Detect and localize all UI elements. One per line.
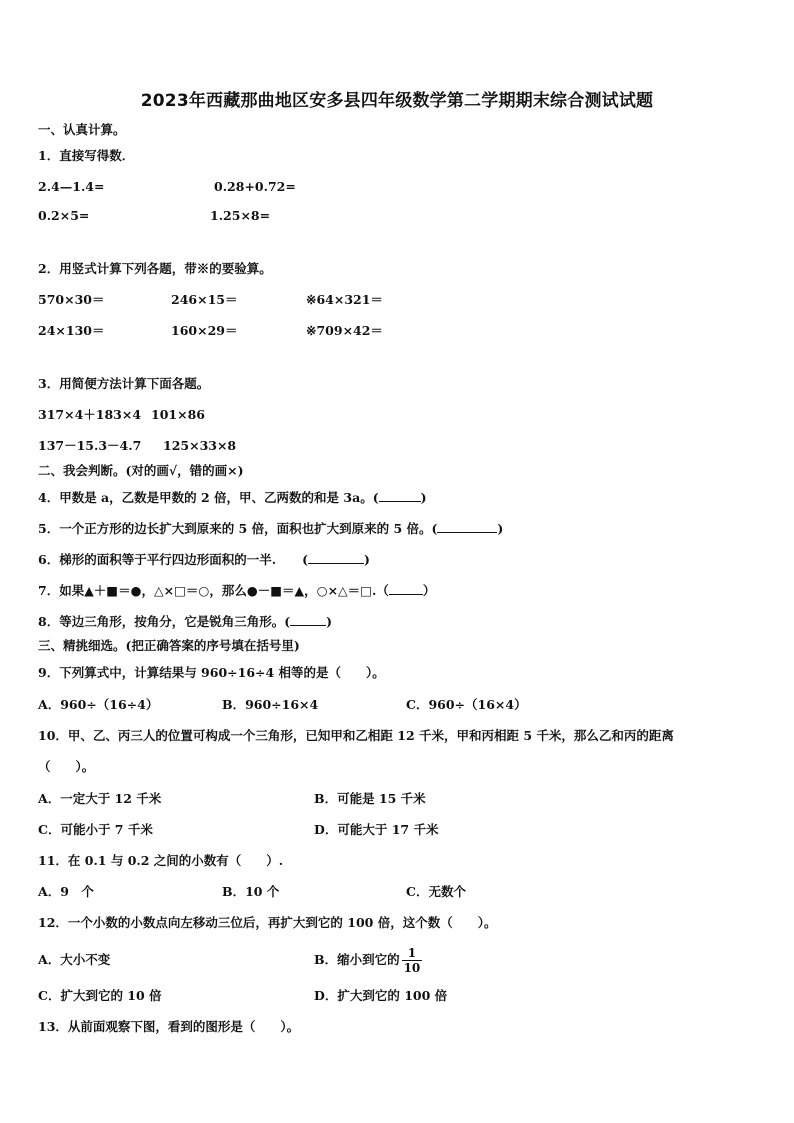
q2-item: 570×30＝ bbox=[38, 292, 105, 307]
q9-option-b: B．960÷16×4 bbox=[222, 697, 319, 712]
q12-option-d: D．扩大到它的 100 倍 bbox=[314, 988, 448, 1003]
q10-option-a: A．一定大于 12 千米 bbox=[38, 791, 162, 806]
question-4-text: 4．甲数是 a，乙数是甲数的 2 倍，甲、乙两数的和是 3a。( bbox=[38, 490, 379, 505]
question-5-text: 5．一个正方形的边长扩大到原来的 5 倍，面积也扩大到原来的 5 倍。( bbox=[38, 521, 438, 536]
close-paren: ) bbox=[420, 490, 427, 505]
answer-blank[interactable] bbox=[379, 489, 421, 502]
q1-item: 0.28+0.72= bbox=[214, 179, 296, 194]
open-paren: ( bbox=[302, 552, 308, 567]
close-paren: ) bbox=[497, 521, 504, 536]
close-paren: ) bbox=[363, 552, 370, 567]
q3-item: 101×86 bbox=[151, 407, 205, 422]
answer-blank[interactable] bbox=[308, 551, 364, 564]
question-5 bbox=[38, 520, 503, 537]
fraction-denominator: 10 bbox=[403, 961, 421, 975]
q9-option-c: C．960÷（16×4） bbox=[406, 697, 527, 712]
answer-blank[interactable] bbox=[290, 613, 326, 626]
q12-option-b bbox=[314, 943, 422, 977]
q2-item: ※64×321＝ bbox=[306, 292, 383, 307]
q1-item: 1.25×8= bbox=[210, 208, 271, 223]
question-12-stem: 12．一个小数的小数点向左移动三位后，再扩大到它的 100 倍，这个数（ ）。 bbox=[38, 915, 497, 930]
q12-option-b-text: B．缩小到它的 bbox=[314, 952, 400, 967]
section-2-heading: 二、我会判断。(对的画√，错的画×) bbox=[38, 463, 244, 478]
q10-option-c: C．可能小于 7 千米 bbox=[38, 822, 153, 837]
q10-option-b: B．可能是 15 千米 bbox=[314, 791, 426, 806]
q11-option-a: A．9 个 bbox=[38, 884, 94, 899]
q1-item: 2.4—1.4= bbox=[38, 179, 105, 194]
q3-item: 125×33×8 bbox=[163, 438, 237, 453]
q2-item: 24×130＝ bbox=[38, 323, 105, 338]
close-paren: ） bbox=[422, 583, 436, 598]
q12-option-a: A．大小不变 bbox=[38, 952, 111, 967]
section-3-heading: 三、精挑细选。(把正确答案的序号填在括号里) bbox=[38, 638, 300, 653]
question-9-stem: 9．下列算式中，计算结果与 960÷16÷4 相等的是（ ）。 bbox=[38, 665, 385, 680]
q1-item: 0.2×5= bbox=[38, 208, 90, 223]
answer-blank[interactable] bbox=[389, 582, 423, 595]
fraction-one-tenth bbox=[402, 946, 423, 975]
question-13-stem: 13．从前面观察下图，看到的图形是（ ）。 bbox=[38, 1019, 300, 1034]
question-6 bbox=[38, 551, 370, 568]
q3-item: 137－15.3－4.7 bbox=[38, 438, 142, 453]
question-7 bbox=[38, 582, 435, 599]
q10-option-d: D．可能大于 17 千米 bbox=[314, 822, 439, 837]
q3-item: 317×4＋183×4 bbox=[38, 407, 142, 422]
question-1-stem: 1．直接写得数． bbox=[38, 148, 135, 163]
question-10-stem: 10．甲、乙、丙三人的位置可构成一个三角形，已知甲和乙相距 12 千米，甲和丙相距 5 千米，那么乙和丙的距离 bbox=[38, 728, 674, 743]
q9-option-a: A．960÷（16÷4） bbox=[38, 697, 159, 712]
close-paren: ) bbox=[326, 614, 333, 629]
question-7-text: 7．如果▲＋■＝●，△×□＝○，那么●－■＝▲，○×△＝□.（ bbox=[38, 583, 389, 598]
question-3-stem: 3．用简便方法计算下面各题。 bbox=[38, 376, 210, 391]
q2-item: ※709×42＝ bbox=[306, 323, 383, 338]
question-10-stem-cont: （ ）。 bbox=[38, 759, 95, 774]
q12-option-c: C．扩大到它的 10 倍 bbox=[38, 988, 162, 1003]
answer-blank[interactable] bbox=[437, 520, 497, 533]
q2-item: 246×15＝ bbox=[171, 292, 238, 307]
fraction-numerator: 1 bbox=[402, 946, 423, 961]
question-4 bbox=[38, 489, 427, 506]
q2-item: 160×29＝ bbox=[171, 323, 238, 338]
question-11-stem: 11．在 0.1 与 0.2 之间的小数有（ ）. bbox=[38, 853, 284, 868]
page-title: 2023年西藏那曲地区安多县四年级数学第二学期期末综合测试试题 bbox=[140, 91, 654, 111]
question-8-text: 8．等边三角形，按角分，它是锐角三角形。( bbox=[38, 614, 291, 629]
q11-option-b: B．10 个 bbox=[222, 884, 280, 899]
question-2-stem: 2．用竖式计算下列各题，带※的要验算。 bbox=[38, 261, 272, 276]
q11-option-c: C．无数个 bbox=[406, 884, 466, 899]
section-1-heading: 一、认真计算。 bbox=[38, 122, 126, 137]
question-8 bbox=[38, 613, 332, 630]
question-6-text: 6．梯形的面积等于平行四边形面积的一半. bbox=[38, 552, 277, 567]
